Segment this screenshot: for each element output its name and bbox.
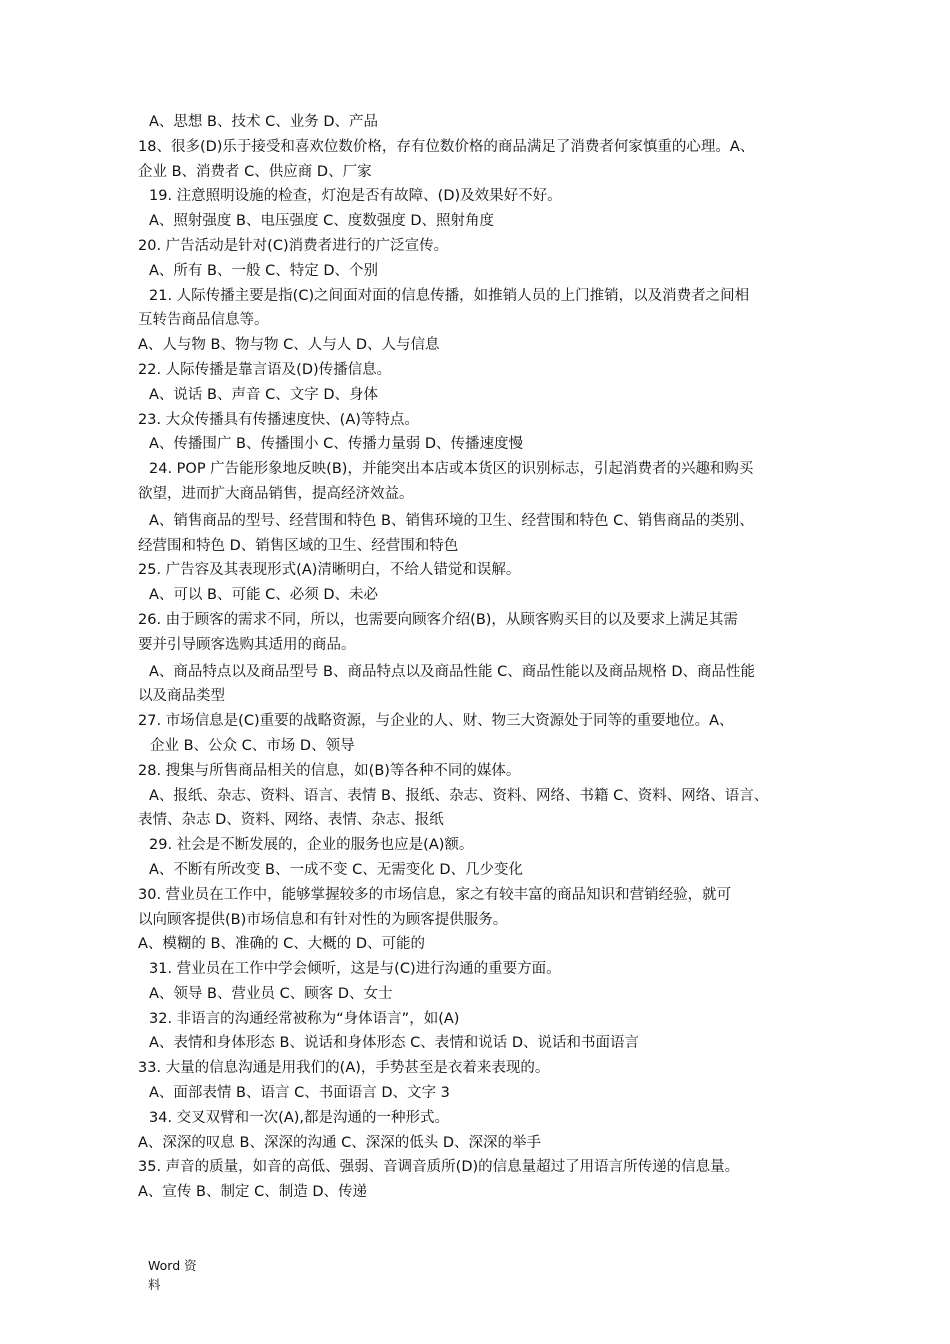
text-line: 23. 大众传播具有传播速度快、(A)等特点。 xyxy=(138,411,419,428)
text-line: 30. 营业员在工作中，能够掌握较多的市场信息，家之有较丰富的商品知识和营销经验，就可 xyxy=(138,886,732,903)
text-line: 25. 广告容及其表现形式(A)清晰明白，不给人错觉和误解。 xyxy=(138,562,521,579)
text-line: A、传播围广 B、传播围小 C、传播力量弱 D、传播速度慢 xyxy=(149,436,523,453)
text-line: 26. 由于顾客的需求不同，所以，也需要向顾客介绍(B)，从顾客购买目的以及要求上满足其需 xyxy=(138,611,738,628)
text-line: 表情、杂志 D、资料、网络、表情、杂志、报纸 xyxy=(138,812,444,829)
text-line: A、人与物 B、物与物 C、人与人 D、人与信息 xyxy=(138,337,440,354)
footer-line: 料 xyxy=(148,1277,161,1292)
text-line: 33. 大量的信息沟通是用我们的(A)，手势甚至是衣着来表现的。 xyxy=(138,1060,550,1077)
text-line: A、报纸、杂志、资料、语言、表情 B、报纸、杂志、资料、网络、书籍 C、资料、网络、语言、 xyxy=(149,787,769,804)
text-line: 以及商品类型 xyxy=(138,688,225,705)
text-line: 18、很多(D)乐于接受和喜欢位数价格，存有位数价格的商品满足了消费者何家慎重的心理。A、 xyxy=(138,138,755,155)
text-line: 22. 人际传播是靠言语及(D)传播信息。 xyxy=(138,361,392,378)
page-footer xyxy=(148,1256,208,1294)
text-line: 27. 市场信息是(C)重要的战略资源，与企业的人、财、物三大资源处于同等的重要地位。A、 xyxy=(138,713,734,730)
text-line: A、照射强度 B、电压强度 C、度数强度 D、照射角度 xyxy=(149,213,494,230)
text-line: A、说话 B、声音 C、文字 D、身体 xyxy=(149,386,378,403)
text-line: A、宣传 B、制定 C、制造 D、传递 xyxy=(138,1184,367,1201)
text-line: 28. 搜集与所售商品相关的信息，如(B)等各种不同的媒体。 xyxy=(138,762,521,779)
text-line: 企业 B、公众 C、市场 D、领导 xyxy=(150,737,355,754)
text-line: A、思想 B、技术 C、业务 D、产品 xyxy=(149,114,378,130)
text-line: 21. 人际传播主要是指(C)之间面对面的信息传播，如推销人员的上门推销，以及消费者之间相 xyxy=(149,287,750,304)
text-line: A、所有 B、一般 C、特定 D、个别 xyxy=(149,262,378,279)
text-line: A、面部表情 B、语言 C、书面语言 D、文字 3 xyxy=(149,1085,450,1102)
text-line: A、领导 B、营业员 C、顾客 D、女士 xyxy=(149,985,393,1002)
text-line: A、销售商品的型号、经营围和特色 B、销售环境的卫生、经营围和特色 C、销售商品的类别、 xyxy=(149,512,754,529)
text-line: 31. 营业员在工作中学会倾听，这是与(C)进行沟通的重要方面。 xyxy=(149,961,561,978)
text-line: 35. 声音的质量，如音的高低、强弱、音调音质所(D)的信息量超过了用语言所传递的信息量。 xyxy=(138,1159,740,1176)
text-line: 经营围和特色 D、销售区域的卫生、经营围和特色 xyxy=(138,537,459,554)
text-line: A、不断有所改变 B、一成不变 C、无需变化 D、几少变化 xyxy=(149,861,523,878)
text-line: 以向顾客提供(B)市场信息和有针对性的为顾客提供服务。 xyxy=(138,911,508,928)
document-body xyxy=(138,110,822,1205)
text-line: 20. 广告活动是针对(C)消费者进行的广泛宣传。 xyxy=(138,237,449,254)
text-line: 29. 社会是不断发展的，企业的服务也应是(A)额。 xyxy=(149,837,474,854)
text-line: A、商品特点以及商品型号 B、商品特点以及商品性能 C、商品性能以及商品规格 D、商品性能 xyxy=(149,663,755,680)
text-line: 互转告商品信息等。 xyxy=(138,312,269,329)
text-line: 32. 非语言的沟通经常被称为“身体语言”，如(A) xyxy=(149,1010,460,1027)
text-line: 欲望，进而扩大商品销售，提高经济效益。 xyxy=(138,485,414,502)
text-line: 19. 注意照明设施的检查，灯泡是否有故障、(D)及效果好不好。 xyxy=(149,188,562,205)
text-line: A、可以 B、可能 C、必须 D、未必 xyxy=(149,587,378,604)
text-line: A、深深的叹息 B、深深的沟通 C、深深的低头 D、深深的举手 xyxy=(138,1134,541,1151)
text-line: A、模糊的 B、准确的 C、大概的 D、可能的 xyxy=(138,936,425,953)
text-line: 企业 B、消费者 C、供应商 D、厂家 xyxy=(138,163,372,180)
text-line: 34. 交叉双臂和一次(A),都是沟通的一种形式。 xyxy=(149,1109,450,1126)
text-line: 要并引导顾客选购其适用的商品。 xyxy=(138,636,356,653)
footer-line: Word 资 xyxy=(148,1258,197,1273)
text-line: A、表情和身体形态 B、说话和身体形态 C、表情和说话 D、说话和书面语言 xyxy=(149,1035,639,1052)
text-line: 24. POP 广告能形象地反映(B)，并能突出本店或本货区的识别标志，引起消费者的兴趣和购买 xyxy=(149,461,754,478)
